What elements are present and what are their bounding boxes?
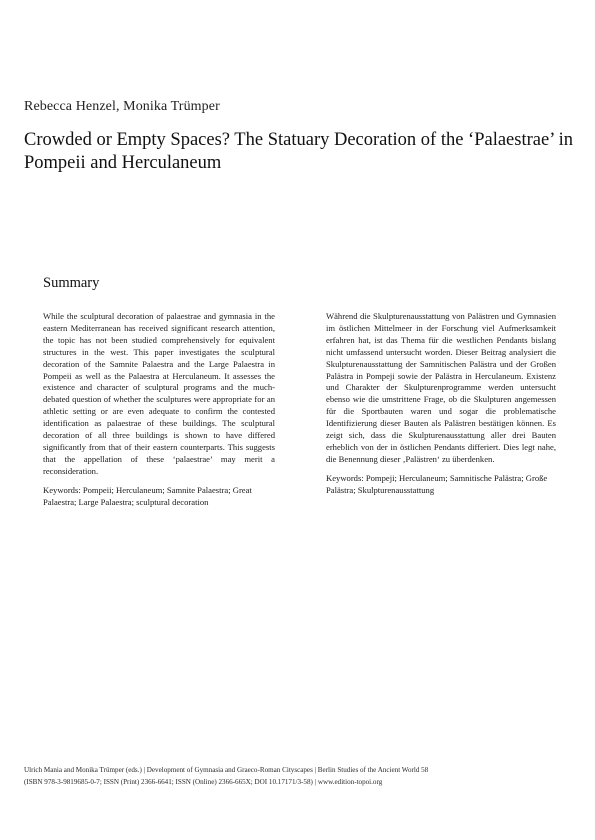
summary-english-text: While the sculptural decoration of palaestrae and gymnasia in the eastern Mediterranean has received significant research attention, the topic has not been studied comprehensively for equivalent structures in the west. This paper investigates the sculptural decoration of the Samnite Palaestra and the Large Palaestra in Pompeii as well as the Palaestra at Herculaneum. It assesses the existence and character of sculptural programs and the much-debated question of whether the sculptures were appropriate for an athletic setting or are even adequate to confirm the contested identification as palaestrae of these buildings. The sculptural decoration of all three buildings is shown to have differed significantly from that of their eastern counterparts. This suggests that the appellation of these ‘palaestrae’ may merit a reconsideration. (43, 311, 275, 476)
footer-line-identifiers: (ISBN 978-3-9819685-0-7; ISSN (Print) 2366-6641; ISSN (Online) 2366-665X; DOI 10.17171/3-58) | www.edition-topoi.org (24, 777, 383, 786)
summary-heading: Summary (43, 275, 100, 291)
keywords-german: Keywords: Pompeji; Herculaneum; Samnitische Palästra; Große Palästra; Skulpturenausstattung (326, 472, 548, 495)
publication-footer (24, 765, 584, 788)
summary-english-column (43, 311, 275, 509)
paper-title: Crowded or Empty Spaces? The Statuary Decoration of the ‘Palaestrae’ in Pompeii and Herculaneum (24, 130, 573, 173)
author-names: Rebecca Henzel, Monika Trümper (24, 99, 220, 114)
footer-line-series: Ulrich Mania and Monika Trümper (eds.) | Development of Gymnasia and Graeco-Roman Cityscapes | Berlin Studies of the Ancient World 58 (24, 766, 429, 774)
summary-german-text: Während die Skulpturenausstattung von Palästren und Gymnasien im östlichen Mittelmeer in der Forschung viel Aufmerksamkeit erfahren hat, ist das Thema für die westlichen Pendants bislang nicht umfassend untersucht worden. Dieser Beitrag analysiert die Skulpturenausstattung der Samnitischen Palästra und der Großen Palästra in Pompeji sowie der Palästra in Herculaneum. Existenz und Charakter der Skulpturenprogramme werden untersucht ebenso wie die umstrittene Frage, ob die Skulpturen angemessen für die Sportbauten waren und sogar die problematische Identifizierung dieser Bauten als Palästren bestätigen können. Es zeigt sich, dass die Skulpturenausstattung aller drei Bauten erheblich von der in östlichen Pendants differiert. Dies legt nahe, die Benennung dieser ‚Palästren‘ zu überdenken. (326, 311, 556, 464)
summary-german-column (326, 311, 556, 497)
keywords-english: Keywords: Pompeii; Herculaneum; Samnite Palaestra; Great Palaestra; Large Palaestra; sculptural decoration (43, 484, 252, 507)
